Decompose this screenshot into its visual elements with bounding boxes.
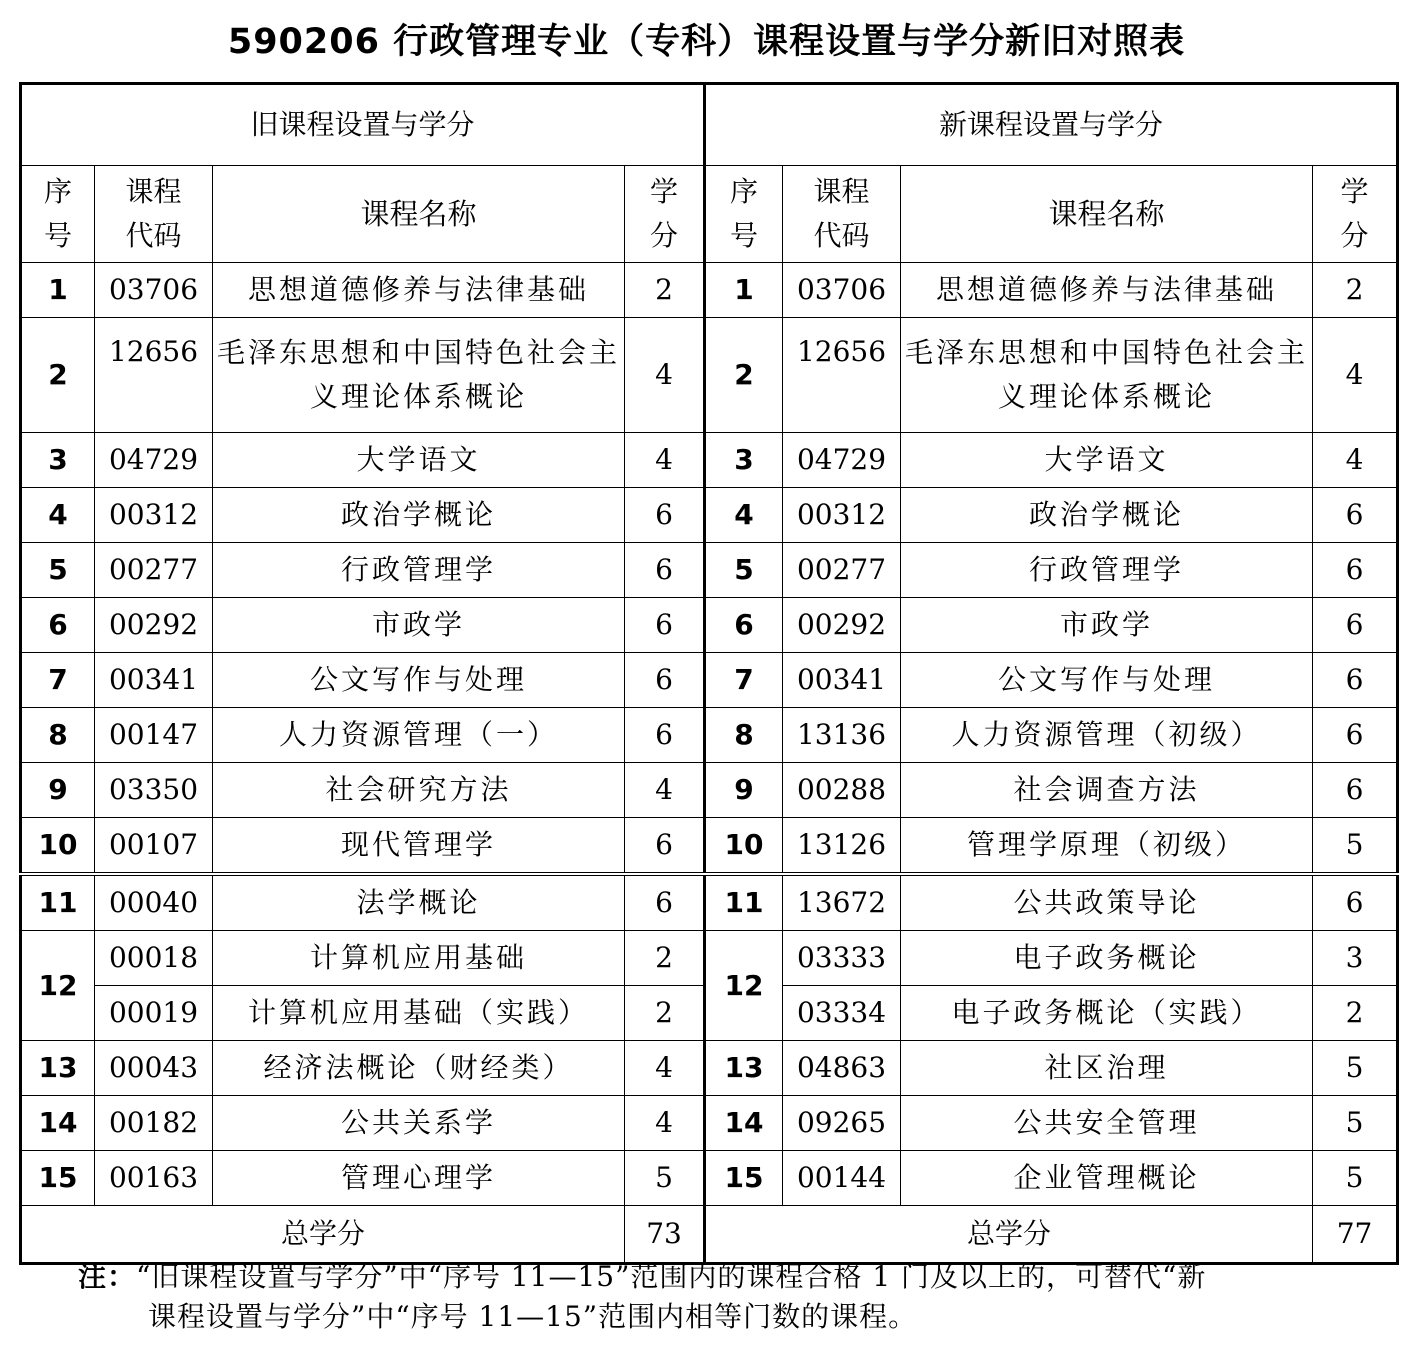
old-seq-cell: 4 [21, 488, 95, 543]
old-section-header: 旧课程设置与学分 [21, 84, 705, 166]
new-seq-header: 序号 [705, 166, 783, 263]
old-seq-cell: 12 [21, 931, 95, 1041]
new-total-value: 77 [1313, 1206, 1398, 1264]
new-credit-cell: 5 [1313, 818, 1398, 875]
new-credit-header: 学分 [1313, 166, 1398, 263]
old-seq-cell: 7 [21, 653, 95, 708]
old-total-value: 73 [625, 1206, 705, 1264]
new-code-cell: 09265 [783, 1096, 901, 1151]
old-credit-cell: 2 [625, 263, 705, 318]
new-name-cell: 公文写作与处理 [901, 653, 1313, 708]
new-credit-cell: 5 [1313, 1151, 1398, 1206]
new-code-cell: 00144 [783, 1151, 901, 1206]
new-code-cell: 00292 [783, 598, 901, 653]
old-name-cell: 计算机应用基础（实践） [213, 986, 625, 1041]
old-credit-cell: 2 [625, 986, 705, 1041]
new-seq-cell: 10 [705, 818, 783, 875]
new-name-cell: 政治学概论 [901, 488, 1313, 543]
old-credit-cell: 6 [625, 488, 705, 543]
old-credit-cell: 4 [625, 318, 705, 433]
old-code-cell: 00277 [95, 543, 213, 598]
old-credit-cell: 6 [625, 598, 705, 653]
new-seq-cell: 5 [705, 543, 783, 598]
new-credit-cell: 6 [1313, 708, 1398, 763]
new-name-cell: 电子政务概论 [901, 931, 1313, 986]
old-code-cell: 00107 [95, 818, 213, 875]
footnote-line1: “旧课程设置与学分”中“序号 11—15”范围内的课程合格 1 门及以上的，可替代“新 [136, 1260, 1207, 1293]
new-seq-cell: 6 [705, 598, 783, 653]
new-name-cell: 思想道德修养与法律基础 [901, 263, 1313, 318]
new-code-cell: 04729 [783, 433, 901, 488]
new-credit-cell: 4 [1313, 433, 1398, 488]
old-seq-cell: 15 [21, 1151, 95, 1206]
new-code-cell: 12656 [783, 318, 901, 433]
new-name-cell: 市政学 [901, 598, 1313, 653]
old-code-cell: 00043 [95, 1041, 213, 1096]
old-name-cell: 政治学概论 [213, 488, 625, 543]
new-seq-cell: 11 [705, 874, 783, 931]
old-credit-header: 学分 [625, 166, 705, 263]
old-name-cell: 公文写作与处理 [213, 653, 625, 708]
new-name-cell: 管理学原理（初级） [901, 818, 1313, 875]
old-credit-cell: 5 [625, 1151, 705, 1206]
old-name-cell: 行政管理学 [213, 543, 625, 598]
table-row [21, 263, 1398, 318]
old-code-header: 课程代码 [95, 166, 213, 263]
old-seq-cell: 11 [21, 874, 95, 931]
new-credit-cell: 6 [1313, 543, 1398, 598]
new-credit-cell: 5 [1313, 1096, 1398, 1151]
footnote-label: 注： [78, 1260, 137, 1293]
old-name-cell: 人力资源管理（一） [213, 708, 625, 763]
old-code-cell: 00341 [95, 653, 213, 708]
table-row [21, 433, 1398, 488]
table-row [21, 708, 1398, 763]
new-credit-cell: 6 [1313, 598, 1398, 653]
new-name-cell: 公共政策导论 [901, 874, 1313, 931]
old-code-cell: 03350 [95, 763, 213, 818]
new-name-cell: 人力资源管理（初级） [901, 708, 1313, 763]
new-code-cell: 13136 [783, 708, 901, 763]
new-seq-cell: 8 [705, 708, 783, 763]
old-name-cell: 思想道德修养与法律基础 [213, 263, 625, 318]
new-name-cell: 行政管理学 [901, 543, 1313, 598]
table-row [21, 488, 1398, 543]
new-name-cell: 社区治理 [901, 1041, 1313, 1096]
table-row [21, 543, 1398, 598]
old-credit-cell: 4 [625, 763, 705, 818]
course-comparison-table [19, 82, 1399, 1265]
old-code-cell: 00163 [95, 1151, 213, 1206]
old-code-cell: 00312 [95, 488, 213, 543]
new-seq-cell: 13 [705, 1041, 783, 1096]
new-seq-cell: 9 [705, 763, 783, 818]
new-credit-cell: 2 [1313, 263, 1398, 318]
new-seq-cell: 2 [705, 318, 783, 433]
new-credit-cell: 4 [1313, 318, 1398, 433]
old-name-cell: 社会研究方法 [213, 763, 625, 818]
table-row [21, 931, 1398, 986]
old-seq-cell: 9 [21, 763, 95, 818]
old-seq-cell: 1 [21, 263, 95, 318]
old-name-cell: 经济法概论（财经类） [213, 1041, 625, 1096]
new-credit-cell: 6 [1313, 488, 1398, 543]
new-name-cell: 企业管理概论 [901, 1151, 1313, 1206]
new-seq-cell: 7 [705, 653, 783, 708]
new-seq-cell: 3 [705, 433, 783, 488]
old-name-cell: 法学概论 [213, 874, 625, 931]
old-credit-cell: 4 [625, 433, 705, 488]
old-code-cell: 12656 [95, 318, 213, 433]
new-code-cell: 04863 [783, 1041, 901, 1096]
old-code-cell: 04729 [95, 433, 213, 488]
new-code-cell: 03706 [783, 263, 901, 318]
new-credit-cell: 2 [1313, 986, 1398, 1041]
new-seq-cell: 1 [705, 263, 783, 318]
new-section-header: 新课程设置与学分 [705, 84, 1398, 166]
old-name-cell: 市政学 [213, 598, 625, 653]
new-code-cell: 13126 [783, 818, 901, 875]
old-total-label: 总学分 [21, 1206, 625, 1264]
old-name-cell: 现代管理学 [213, 818, 625, 875]
table-row [21, 1096, 1398, 1151]
page-title: 590206 行政管理专业（专科）课程设置与学分新旧对照表 [227, 22, 1186, 62]
new-credit-cell: 6 [1313, 653, 1398, 708]
old-code-cell: 00040 [95, 874, 213, 931]
old-code-cell: 00018 [95, 931, 213, 986]
old-code-cell: 00147 [95, 708, 213, 763]
old-seq-cell: 13 [21, 1041, 95, 1096]
new-name-cell: 电子政务概论（实践） [901, 986, 1313, 1041]
old-credit-cell: 2 [625, 931, 705, 986]
old-credit-cell: 4 [625, 1096, 705, 1151]
old-credit-cell: 6 [625, 818, 705, 875]
new-total-label: 总学分 [705, 1206, 1313, 1264]
old-seq-cell: 14 [21, 1096, 95, 1151]
old-credit-cell: 6 [625, 653, 705, 708]
new-code-cell: 00277 [783, 543, 901, 598]
footnote-line2: 课程设置与学分”中“序号 11—15”范围内相等门数的课程。 [148, 1300, 918, 1333]
old-credit-cell: 6 [625, 543, 705, 598]
old-credit-cell: 6 [625, 874, 705, 931]
new-credit-cell: 3 [1313, 931, 1398, 986]
footnote [78, 1257, 1358, 1337]
old-code-cell: 00292 [95, 598, 213, 653]
table-row [21, 818, 1398, 875]
old-seq-cell: 6 [21, 598, 95, 653]
table-row [21, 874, 1398, 931]
new-name-cell: 大学语文 [901, 433, 1313, 488]
new-code-cell: 03334 [783, 986, 901, 1041]
table-row [21, 1151, 1398, 1206]
table-row [21, 318, 1398, 433]
new-credit-cell: 5 [1313, 1041, 1398, 1096]
old-name-cell: 毛泽东思想和中国特色社会主义理论体系概论 [213, 318, 625, 433]
table-row [21, 763, 1398, 818]
new-code-header: 课程代码 [783, 166, 901, 263]
old-seq-header: 序号 [21, 166, 95, 263]
old-seq-cell: 5 [21, 543, 95, 598]
table-row [21, 653, 1398, 708]
new-name-header: 课程名称 [901, 166, 1313, 263]
new-code-cell: 00312 [783, 488, 901, 543]
table-row [21, 598, 1398, 653]
new-name-cell: 公共安全管理 [901, 1096, 1313, 1151]
old-seq-cell: 8 [21, 708, 95, 763]
new-code-cell: 13672 [783, 874, 901, 931]
old-seq-cell: 2 [21, 318, 95, 433]
old-code-cell: 00182 [95, 1096, 213, 1151]
old-name-header: 课程名称 [213, 166, 625, 263]
old-name-cell: 公共关系学 [213, 1096, 625, 1151]
new-seq-cell: 12 [705, 931, 783, 1041]
new-credit-cell: 6 [1313, 763, 1398, 818]
old-credit-cell: 4 [625, 1041, 705, 1096]
table-row [21, 1041, 1398, 1096]
new-credit-cell: 6 [1313, 874, 1398, 931]
old-credit-cell: 6 [625, 708, 705, 763]
new-seq-cell: 14 [705, 1096, 783, 1151]
new-name-cell: 毛泽东思想和中国特色社会主义理论体系概论 [901, 318, 1313, 433]
new-code-cell: 00341 [783, 653, 901, 708]
new-seq-cell: 4 [705, 488, 783, 543]
new-name-cell: 社会调查方法 [901, 763, 1313, 818]
old-seq-cell: 10 [21, 818, 95, 875]
new-code-cell: 00288 [783, 763, 901, 818]
old-name-cell: 计算机应用基础 [213, 931, 625, 986]
old-seq-cell: 3 [21, 433, 95, 488]
old-code-cell: 00019 [95, 986, 213, 1041]
old-code-cell: 03706 [95, 263, 213, 318]
new-code-cell: 03333 [783, 931, 901, 986]
old-name-cell: 大学语文 [213, 433, 625, 488]
new-seq-cell: 15 [705, 1151, 783, 1206]
total-row [21, 1206, 1398, 1264]
old-name-cell: 管理心理学 [213, 1151, 625, 1206]
